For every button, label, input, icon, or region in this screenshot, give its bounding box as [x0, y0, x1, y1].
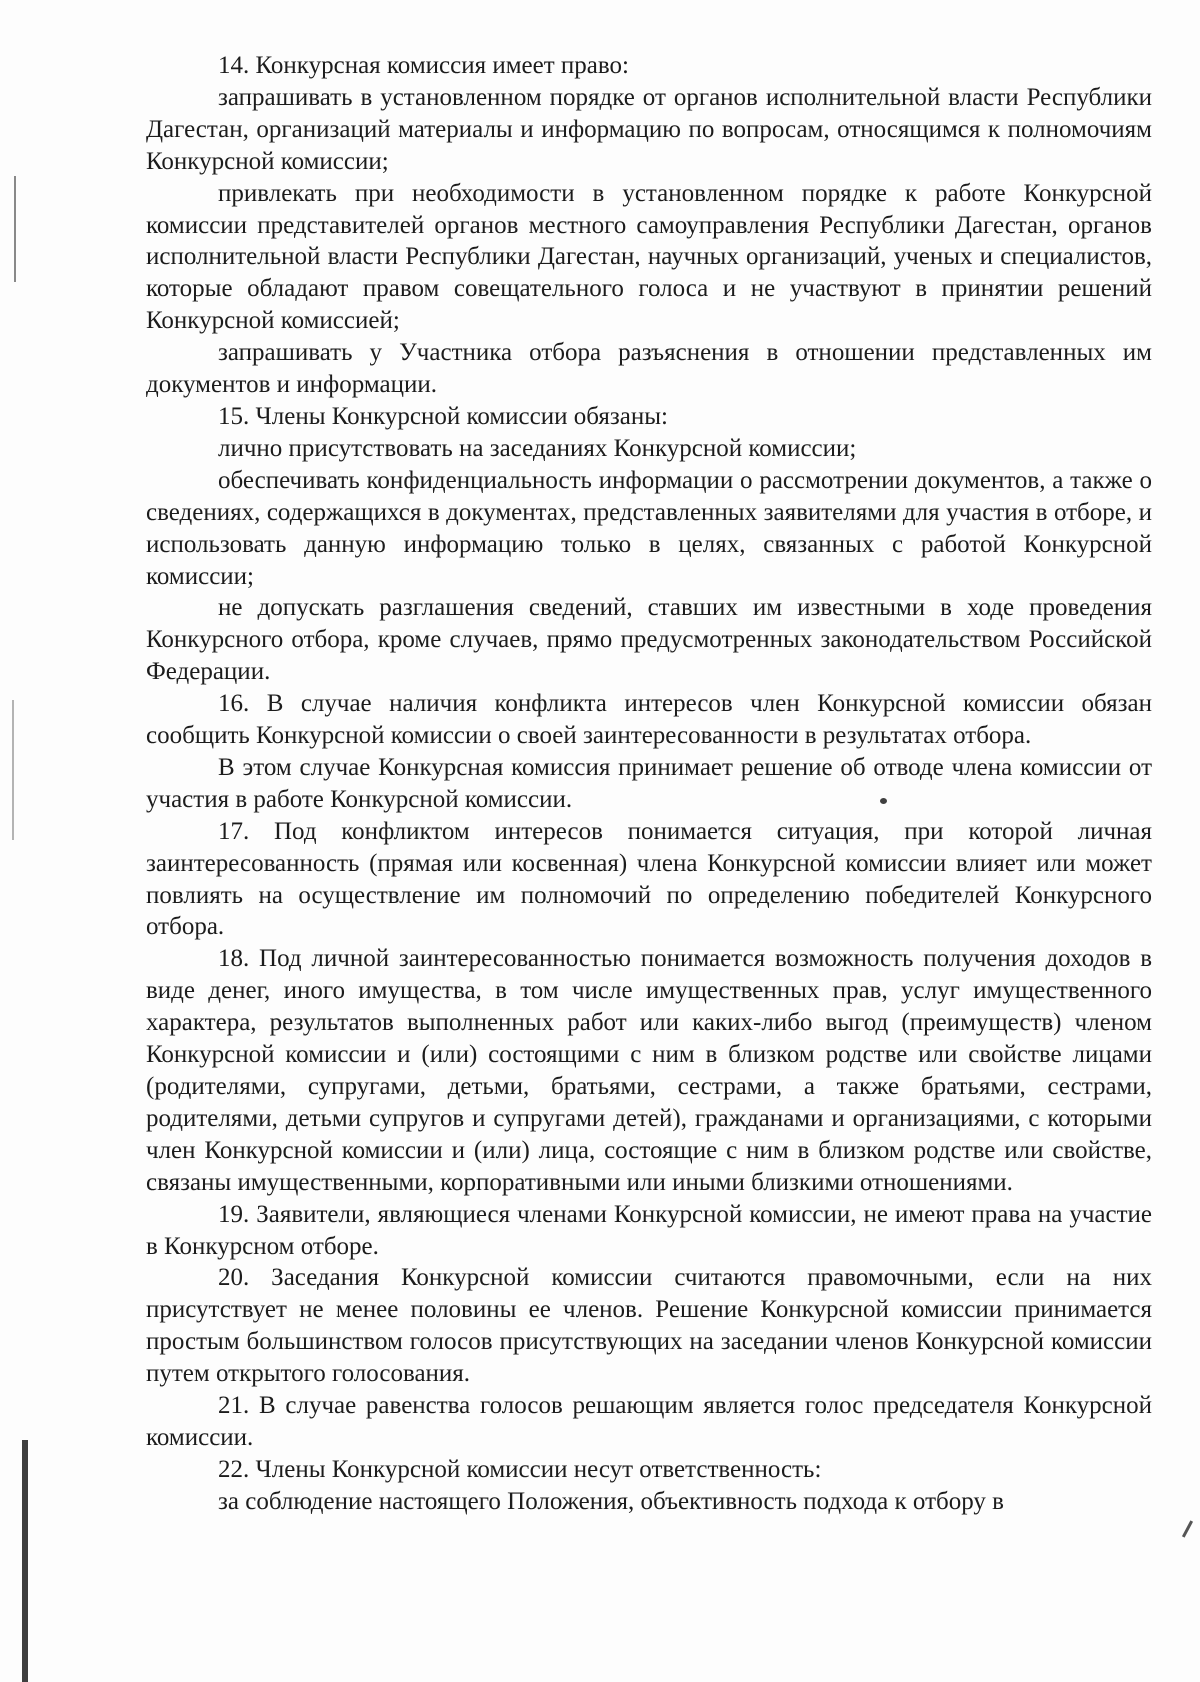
paragraph-22-item-compliance: за соблюдение настоящего Положения, объективность подхода к отбору в — [218, 1487, 1004, 1515]
paragraph-15-item-attend: лично присутствовать на заседаниях Конкурсной комиссии; — [218, 434, 857, 462]
document-body — [146, 50, 1152, 1518]
paragraph-22-heading: 22. Члены Конкурсной комиссии несут ответственность: — [218, 1455, 822, 1483]
paragraph-14-item-request-materials: запрашивать в установленном порядке от органов исполнительной власти Республики Дагестан, организаций материалы и информацию по вопросам, относящимся к полномочиям Конкурсной комиссии; — [146, 83, 1152, 175]
paragraph-15-item-confidentiality: обеспечивать конфиденциальность информации о рассмотрении документов, а также о сведениях, содержащихся в документах, представленных заявителями для участия в отборе, и использовать данную информацию только в целях, связанных с работой Конкурсной комиссии; — [146, 466, 1152, 590]
paragraph-18: 18. Под личной заинтересованностью понимается возможность получения доходов в виде денег, иного имущества, в том числе имущественных прав, услуг имущественного характера, результатов выполненных работ или каких-либо выгод (преимуществ) членом Конкурсной комиссии и (или) состоящими с ним в близком родстве или свойстве лицами (родителями, супругами, детьми, братьями, сестрами, а также братьями, сестрами, родителями, детьми супругов и супругами детей), гражданами и организациями, с которыми член Конкурсной комиссии и (или) лица, состоящие с ним в близком родстве или свойстве, связаны имущественными, корпоративными или иными близкими отношениями. — [146, 945, 1152, 1196]
paragraph-17: 17. Под конфликтом интересов понимается ситуация, при которой личная заинтересованность (прямая или косвенная) члена Конкурсной комиссии влияет или может повлиять на осуществление им полномочий по определению победителей Конкурсного отбора. — [146, 817, 1152, 941]
paragraph-16-recusal: В этом случае Конкурсная комиссия принимает решение об отводе члена комиссии от участия в работе Конкурсной комиссии. — [146, 753, 1152, 813]
paragraph-14-item-involve-experts: привлекать при необходимости в установленном порядке к работе Конкурсной комиссии представителей органов местного самоуправления Республики Дагестан, органов исполнительной власти Республики Дагестан, научных организаций, ученых и специалистов, которые обладают правом совещательного голоса и не участвуют в принятии решений Конкурсной комиссией; — [146, 179, 1152, 335]
paragraph-14-item-request-clarifications: запрашивать у Участника отбора разъяснения в отношении представленных им документов и информации. — [146, 339, 1152, 399]
paragraph-14-heading: 14. Конкурсная комиссия имеет право: — [218, 52, 629, 79]
scan-artifact-line — [14, 176, 16, 282]
scan-artifact-edge — [22, 1440, 28, 1682]
scan-artifact-line — [12, 700, 14, 840]
paragraph-15-heading: 15. Члены Конкурсной комиссии обязаны: — [218, 402, 668, 430]
paragraph-15-item-non-disclosure: не допускать разглашения сведений, ставших им известными в ходе проведения Конкурсного отбора, кроме случаев, прямо предусмотренных законодательством Российской Федерации. — [146, 594, 1152, 686]
scan-artifact-tick — [1182, 1520, 1193, 1537]
paragraph-21: 21. В случае равенства голосов решающим является голос председателя Конкурсной комиссии. — [146, 1392, 1152, 1451]
paragraph-16: 16. В случае наличия конфликта интересов член Конкурсной комиссии обязан сообщить Конкурсной комиссии о своей заинтересованности в результатах отбора. — [146, 690, 1152, 750]
paragraph-20: 20. Заседания Конкурсной комиссии считаются правомочными, если на них присутствует не менее половины ее членов. Решение Конкурсной комиссии принимается простым большинством голосов присутствующих на заседании членов Конкурсной комиссии путем открытого голосования. — [146, 1264, 1152, 1388]
paragraph-19: 19. Заявители, являющиеся членами Конкурсной комиссии, не имеют права на участие в Конкурсном отборе. — [146, 1200, 1152, 1260]
